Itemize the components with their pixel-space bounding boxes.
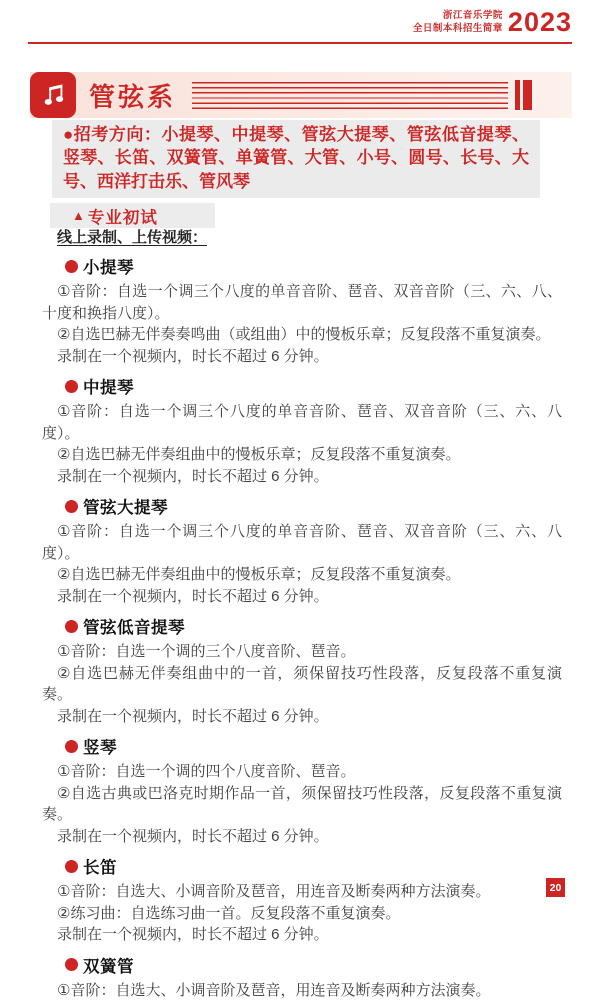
- requirement-line: ②自选巴赫无伴奏组曲中的一首，须保留技巧性段落，反复段落不重复演奏。: [42, 663, 562, 706]
- requirement-line: ②练习曲：自选练习曲一首。反复段落不重复演奏。: [42, 903, 562, 925]
- requirement-line: 录制在一个视频内，时长不超过 6 分钟。: [42, 586, 562, 608]
- requirement-line: ②自选巴赫无伴奏组曲中的慢板乐章；反复段落不重复演奏。: [42, 564, 562, 586]
- triangle-marker-icon: ▲: [72, 209, 85, 222]
- instrument-name: 竖琴: [83, 734, 117, 758]
- red-dot-bullet-icon: [65, 740, 78, 753]
- instrument-heading: [65, 734, 562, 758]
- page-number-badge: 20: [546, 878, 565, 897]
- page-header: [413, 10, 572, 36]
- instrument-heading: [65, 614, 562, 638]
- requirement-line: ①音阶：自选大、小调音阶及琶音，用连音及断奏两种方法演奏。: [42, 881, 562, 903]
- department-title: 管弦系: [89, 77, 176, 114]
- instrument-heading: [65, 374, 562, 398]
- brochure-title: 全日制本科招生简章: [413, 23, 503, 36]
- requirement-line: ①音阶：自选一个调三个八度的单音音阶、琶音、双音音阶（三、六、八、十度和换指八度）。: [42, 281, 562, 324]
- requirement-line: ②自选巴赫无伴奏奏鸣曲（或组曲）中的慢板乐章；反复段落不重复演奏。: [42, 324, 562, 346]
- instrument-sections: [42, 254, 562, 1001]
- red-dot-bullet-icon: [65, 260, 78, 273]
- header-text: [413, 10, 503, 36]
- recording-mode-note: 线上录制、上传视频：: [42, 226, 562, 247]
- admission-instrument-list: 小提琴、中提琴、管弦大提琴、管弦低音提琴、竖琴、长笛、双簧管、单簧管、大管、小号、圆号、长号、大号、西洋打击乐、管风琴: [63, 125, 529, 191]
- admission-label: 招考方向：: [74, 125, 162, 144]
- red-dot-bullet-icon: [65, 500, 78, 513]
- requirement-line: ①音阶：自选大、小调音阶及琶音，用连音及断奏两种方法演奏。: [42, 980, 562, 1001]
- requirement-line: ①音阶：自选一个调三个八度的单音音阶、琶音、双音音阶（三、六、八度）。: [42, 521, 562, 564]
- requirement-line: 录制在一个视频内，时长不超过 6 分钟。: [42, 466, 562, 488]
- requirement-line: 录制在一个视频内，时长不超过 6 分钟。: [42, 924, 562, 946]
- music-note-icon: [30, 72, 76, 118]
- department-banner: [30, 72, 572, 118]
- instrument-section: [42, 494, 562, 607]
- staff-lines-decoration: [192, 82, 508, 109]
- header-rule: [28, 42, 572, 44]
- instrument-name: 管弦低音提琴: [83, 614, 185, 638]
- exam-stage-title: 专业初试: [88, 204, 158, 228]
- red-dot-bullet-icon: [65, 380, 78, 393]
- instrument-section: [42, 374, 562, 487]
- instrument-section: [42, 953, 562, 1001]
- admission-directions-box: [52, 120, 540, 198]
- instrument-heading: [65, 854, 562, 878]
- requirement-line: ②自选巴赫无伴奏组曲中的慢板乐章；反复段落不重复演奏。: [42, 444, 562, 466]
- requirement-line: ①音阶：自选一个调的三个八度音阶、琶音。: [42, 641, 562, 663]
- red-dot-bullet-icon: [65, 620, 78, 633]
- instrument-name: 管弦大提琴: [83, 494, 168, 518]
- instrument-section: [42, 854, 562, 946]
- final-barline-thin: [515, 80, 520, 110]
- circle-bullet-icon: ●: [63, 125, 74, 144]
- instrument-section: [42, 254, 562, 367]
- instrument-name: 双簧管: [83, 953, 134, 977]
- requirement-line: 录制在一个视频内，时长不超过 6 分钟。: [42, 346, 562, 368]
- exam-content: [42, 226, 562, 1001]
- requirement-line: ②自选古典或巴洛克时期作品一首，须保留技巧性段落，反复段落不重复演奏。: [42, 783, 562, 826]
- instrument-name: 中提琴: [83, 374, 134, 398]
- year-label: 2023: [508, 10, 572, 36]
- requirement-line: 录制在一个视频内，时长不超过 6 分钟。: [42, 706, 562, 728]
- requirement-line: ①音阶：自选一个调三个八度的单音音阶、琶音、双音音阶（三、六、八度）。: [42, 401, 562, 444]
- exam-stage-bar: [50, 203, 215, 228]
- instrument-heading: [65, 494, 562, 518]
- instrument-section: [42, 614, 562, 727]
- school-name: 浙江音乐学院: [413, 10, 503, 23]
- requirement-line: ①音阶：自选一个调的四个八度音阶、琶音。: [42, 761, 562, 783]
- red-dot-bullet-icon: [65, 958, 78, 971]
- instrument-section: [42, 734, 562, 847]
- requirement-line: 录制在一个视频内，时长不超过 6 分钟。: [42, 826, 562, 848]
- instrument-name: 长笛: [83, 854, 117, 878]
- red-dot-bullet-icon: [65, 860, 78, 873]
- instrument-name: 小提琴: [83, 254, 134, 278]
- instrument-heading: [65, 953, 562, 977]
- instrument-heading: [65, 254, 562, 278]
- final-barline-thick: [523, 80, 532, 110]
- admission-directions-text: [63, 123, 529, 193]
